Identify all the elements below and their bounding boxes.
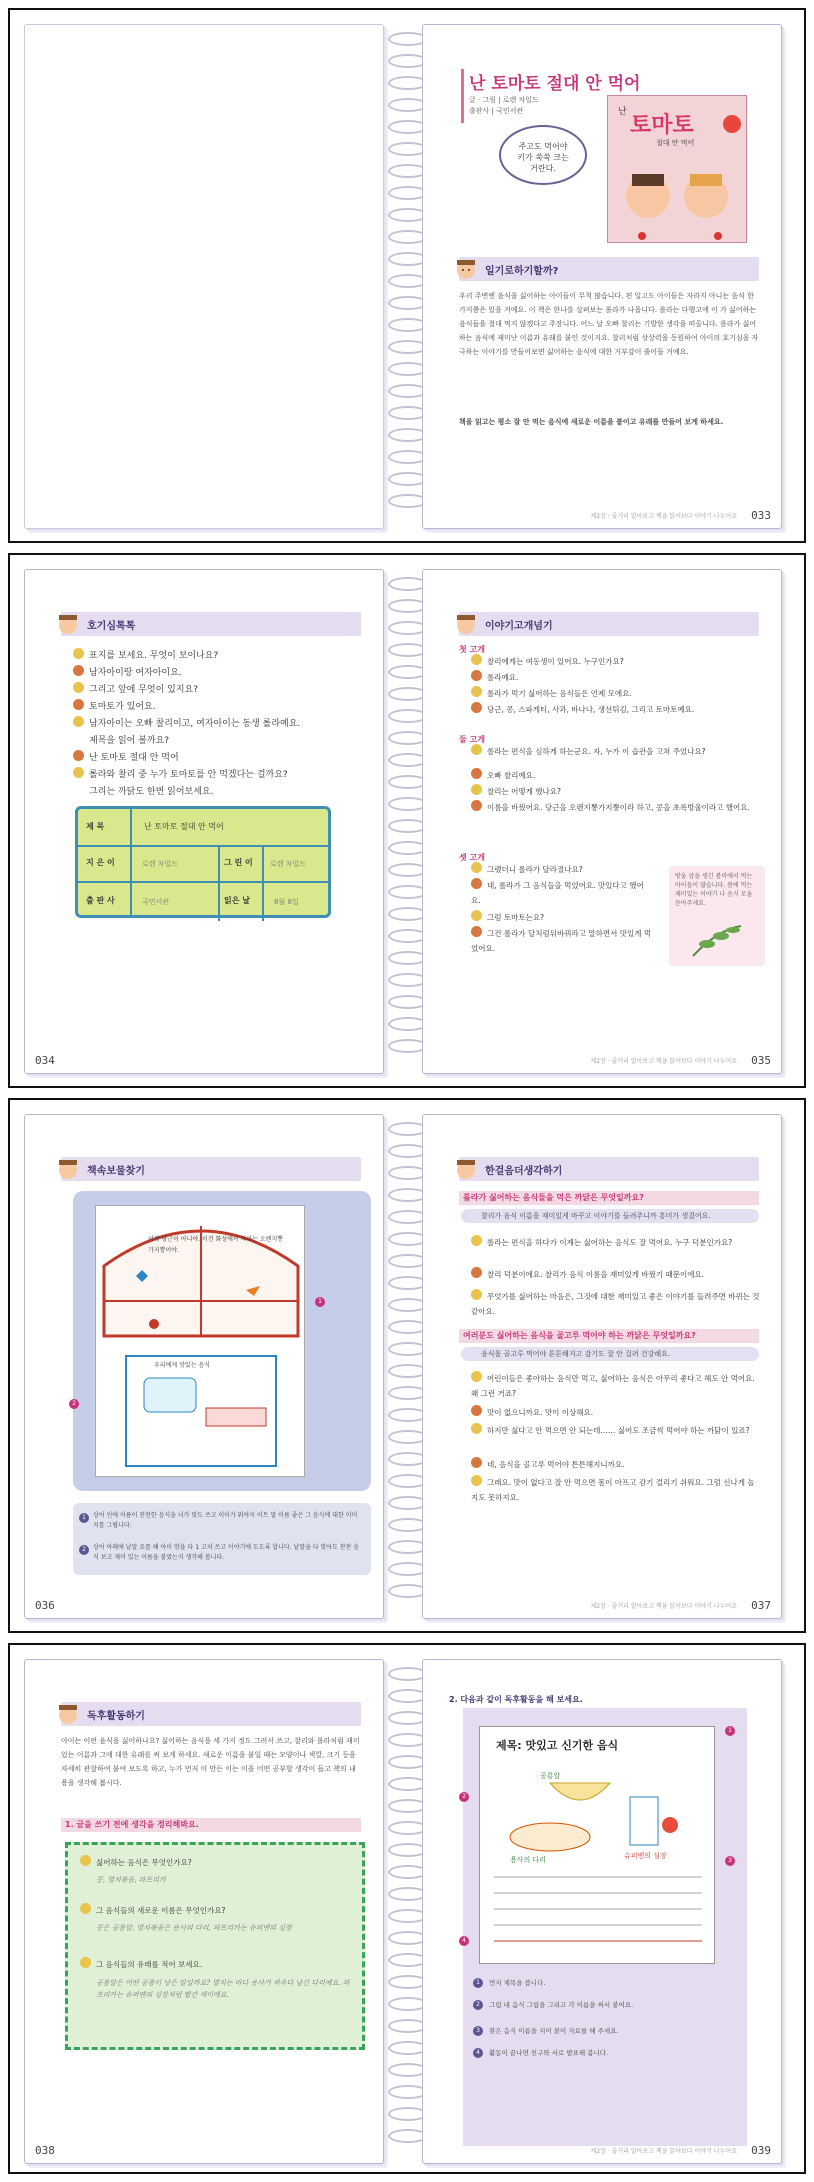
section-header <box>61 612 361 636</box>
child-drawing <box>95 1205 305 1477</box>
question-text: 제목을 읽어 볼까요? <box>89 736 170 746</box>
question-3 <box>73 716 363 732</box>
table-header-publisher: 출 판 사 <box>86 896 115 905</box>
step-1-heading: 1. 글을 쓰기 전에 생각을 정리해봐요. <box>61 1818 361 1832</box>
handwritten-answer-1: 콩, 멸치볶음, 파프리카 <box>96 1876 166 1884</box>
page-number: 035 <box>751 1054 771 1067</box>
activity-intro: 아이는 어떤 음식을 싫어하나요? 싫어하는 음식을 세 가지 정도 그려서 쓰고, 찰리와 롤라처럼 재미있는 이름과 그에 대한 유래를 써 보게 하세요. 새로운 이름을 붙일 때는 모양이나 색깔, 크기 등을 자세히 관찰하여 붙여 보도록 하고, 누가 먼저 이 만든 이는 이을 어떤 공부할 생각이 들고 책의 내용을 생각해 봅시다. <box>61 1737 360 1787</box>
answer-text: 찰리 덕분이에요. 찰리가 음식 이름을 재미있게 바꿨기 때문이에요. <box>487 1270 705 1279</box>
handwritten-answer-3: 공룡알은 어떤 공룡이 낳은 알일까요? 멸치는 바다 용사가 싸우다 남긴 다리예요. 파프리카는 슈퍼맨의 심장처럼 빨간 색이에요. <box>96 1979 350 1999</box>
question-text: 하지만 싫다고 안 먹으면 안 되는데…… 싫어도 조금씩 먹어야 하는 까닭이 있죠? <box>487 1426 750 1435</box>
table-line <box>78 881 328 883</box>
student-icon <box>471 702 482 713</box>
student-icon <box>471 1457 482 1468</box>
spread-2 <box>8 553 806 1088</box>
question-text: 어린이들은 좋아하는 음식만 먹고, 싫어하는 음식은 아무리 좋다고 해도 안 먹어요. 왜 그런 거죠? <box>471 1374 755 1398</box>
question <box>471 862 653 877</box>
drawing-label-c: 슈퍼맨의 심장 <box>624 1852 667 1860</box>
answer-text: 당근, 콩, 스파게티, 사과, 바나나, 생선튀김, 그리고 토마토예요. <box>487 705 695 714</box>
page-034 <box>24 569 384 1074</box>
step-2-text: 그림 내 음식 그림을 그리고 각 이름을 써서 붙여요. <box>489 2001 634 2009</box>
drawing-label-b: 용사의 다리 <box>510 1856 547 1864</box>
question <box>471 1371 761 1401</box>
page-number: 038 <box>35 2144 55 2157</box>
artwork-frame <box>73 1191 371 1491</box>
drawing-label-a: 공룡알 <box>540 1772 561 1780</box>
speech-text: 주고도 먹어야 키가 쑥쑥 크는 거란다. <box>517 142 569 173</box>
table-value-publisher: 국민서관 <box>142 898 170 906</box>
teacher-icon <box>471 1423 482 1434</box>
student-icon <box>471 878 482 889</box>
page-number: 039 <box>751 2144 771 2157</box>
cover-title-rest: 절대 안 먹어 <box>656 139 695 147</box>
worksheet-question-3 <box>80 1957 342 1972</box>
answer-1 <box>73 665 363 681</box>
cover-big-title: 토마토 <box>630 113 694 138</box>
answer <box>471 800 761 815</box>
teacher-icon <box>471 654 482 665</box>
instructions-box <box>73 1503 371 1575</box>
question <box>471 686 761 701</box>
page-036 <box>24 1114 384 1619</box>
student-icon <box>471 1267 482 1278</box>
answer-text: 이름을 바꿨어요. 당근을 오렌지뽕가지뿡이라 하고, 콩을 초록방울이라고 했어요. <box>487 803 750 812</box>
page-number: 037 <box>751 1599 771 1612</box>
answer <box>471 926 653 956</box>
subheading-2: 둘 고개 <box>459 735 485 744</box>
section-title: 이야기고개넘기 <box>485 620 553 632</box>
teacher-icon <box>471 1289 482 1300</box>
section-title: 일기로하기할까? <box>485 265 559 277</box>
subheading-3: 셋 고개 <box>459 853 485 862</box>
worksheet-question-1 <box>80 1855 342 1870</box>
activity-sheet <box>479 1726 715 1964</box>
step-2-marker: 2 <box>79 1545 89 1555</box>
question-text: 롤라가 먹기 싫어하는 음식들은 언제 모에요. <box>487 689 632 698</box>
teacher-icon <box>471 784 482 795</box>
step-marker-3: 3 <box>473 2026 483 2036</box>
question-text: 롤라는 편식을 심하게 하는군요. 자, 누가 이 습관을 고쳐 주었나요? <box>487 747 706 756</box>
spread-4 <box>8 1643 806 2174</box>
section-title: 호기심톡톡 <box>87 620 136 632</box>
topic-summary-1: 찰리가 음식 이름을 재미있게 바꾸고 이야기를 들려주니까 흥미가 생겼어요. <box>461 1209 759 1223</box>
table-header-author: 지 은 이 <box>86 858 115 867</box>
callout-1: 1 <box>725 1726 735 1736</box>
section-title: 책속보물찾기 <box>87 1165 145 1177</box>
callout-4: 4 <box>459 1936 469 1946</box>
question-1 <box>73 648 363 664</box>
section-title: 독후활동하기 <box>87 1710 145 1722</box>
question <box>471 910 653 925</box>
step-marker-2: 2 <box>473 2000 483 2010</box>
answer <box>471 702 761 717</box>
student-icon <box>471 800 482 811</box>
topic-heading-1: 롤라가 싫어하는 음식들을 먹은 까닭은 무엇일까요? <box>459 1191 759 1205</box>
cover-small-title: 난 <box>618 107 627 117</box>
answer-text: 토마토가 있어요. <box>89 702 156 712</box>
instruction-2: 상어 아래에 낱말 요를 해 아이 맘을 다 1 고쳐 쓰고 이야기에 도도록 합니다. 낱말을 다 맞아도 찬찬 음식 보고 재미 있는 이름을 붙였는지 생각해 봅니다. <box>93 1544 360 1561</box>
question-text: 찰리는 어떻게 했나요? <box>487 787 561 796</box>
student-icon <box>73 750 84 761</box>
table-line <box>130 809 132 915</box>
kid-icon <box>453 611 479 637</box>
page-footer: 제2장 · 줄거리 알아보고 책을 읽어보다 이야기 나누어요 <box>590 2148 737 2155</box>
instruction-1: 상어 인에 이름이 찬찬한 음식을 너가 맞도 쓰고 이이가 뭐야지 이트 말 이름 좋은 그 음식에 대한 이미지를 그립니다. <box>93 1512 358 1529</box>
kid-icon <box>55 1701 81 1727</box>
answer-2 <box>73 699 363 715</box>
student-icon <box>73 665 84 676</box>
answer-text: 맛이 없으니까요. 맛이 이상해요. <box>487 1408 594 1417</box>
question-text: 그래요. 맛이 없다고 잘 안 먹으면 몸이 아프고 감기 걸리기 쉬워요. 그럼 신나게 놀지도 못하지요. <box>471 1478 755 1502</box>
answer <box>471 1405 761 1420</box>
page-035 <box>422 569 782 1074</box>
section-header <box>459 257 759 281</box>
section-title: 한걸음더생각하기 <box>485 1165 563 1177</box>
step-3-text: 찾은 음식 이름을 지어 붙이 자료를 해 주세요. <box>489 2027 619 2035</box>
answer-3 <box>73 750 363 766</box>
question-text: 그럼 토마토는요? <box>487 913 545 922</box>
question-text: 싫어하는 음식은 무엇인가요? <box>96 1858 192 1867</box>
table-value-illustrator: 로렌 차일드 <box>270 860 307 868</box>
meta-publisher: 출판사 | 국민서관 <box>469 107 524 115</box>
teacher-icon <box>471 686 482 697</box>
question <box>471 1289 761 1319</box>
question <box>471 1475 761 1505</box>
teacher-icon <box>73 767 84 778</box>
drawing-text: 이것 당근이 아니야. 이건 화성에서 자라는 오렌지뽕가지뿡이야. <box>148 1236 284 1254</box>
teacher-icon <box>471 1475 482 1486</box>
section-header <box>61 1702 361 1726</box>
question-text: 그리는 까닭도 한번 읽어보세요. <box>89 787 214 797</box>
kid-icon <box>453 256 479 282</box>
question-4 <box>73 767 363 783</box>
answer-text: 그건 롤라가 달처럼뒤바꿔라고 말하면서 맛있게 먹었어요. <box>471 929 652 953</box>
worksheet-box <box>65 1842 365 2050</box>
step-marker-1: 1 <box>473 1978 483 1988</box>
teacher-icon <box>73 648 84 659</box>
kid-icon <box>55 611 81 637</box>
topic-heading-2: 여러분도 싫어하는 음식을 골고루 먹어야 하는 까닭은 무엇일까요? <box>459 1329 759 1343</box>
book-info-table <box>75 806 331 918</box>
page-footer: 제2장 · 줄거리 알아보고 책을 읽어보다 이야기 나누어요 <box>590 1058 737 1065</box>
teacher-icon <box>471 1371 482 1382</box>
page-footer: 제2장 · 줄거리 알아보고 책을 읽어보다 이야기 나누어요 <box>590 513 737 520</box>
drawing-card-label: 우리에게 맛있는 음식 <box>154 1362 210 1369</box>
speech-bubble <box>499 125 587 185</box>
topic-summary-2: 음식을 골고루 먹어야 튼튼해지고 감기도 잘 안 걸려 건강해요. <box>461 1347 759 1361</box>
question-2 <box>73 682 363 698</box>
kid-icon <box>453 1156 479 1182</box>
step-4-text: 활동이 끝나면 친구와 서로 발표해 봅니다. <box>489 2049 609 2057</box>
answer-text: 난 토마토 절대 안 먹어 <box>89 753 179 763</box>
question <box>471 744 761 759</box>
title-accent <box>461 69 464 123</box>
question-text: 찰리에게는 여동생이 있어요. 누구인가요? <box>487 657 624 666</box>
step-marker-4: 4 <box>473 2048 483 2058</box>
handwritten-answer-2: 콩은 공룡알, 멸치볶음은 용사의 다리, 파프리카는 슈퍼맨의 심장 <box>96 1924 292 1932</box>
answer-text: 남자아이랑 여자아이요. <box>89 668 182 678</box>
callout-2: 2 <box>69 1399 79 1409</box>
pencil-icon <box>80 1903 91 1914</box>
step-1-text: 먼저 제목을 씁니다. <box>489 1979 546 1987</box>
question-text: 롤라는 편식을 하다가 이제는 싫어하는 음식도 잘 먹어요. 누구 덕분인가요? <box>487 1238 733 1247</box>
worksheet-question-2 <box>80 1903 342 1918</box>
page-033 <box>422 24 782 529</box>
question-4b <box>73 784 363 800</box>
page-number: 036 <box>35 1599 55 1612</box>
callout-2: 2 <box>459 1792 469 1802</box>
teacher-icon <box>471 910 482 921</box>
section-header <box>459 1157 759 1181</box>
sheet-title: 제목: 맛있고 신기한 음식 <box>496 1739 619 1752</box>
teacher-icon <box>471 862 482 873</box>
step-2-heading: 2. 다음과 같이 독후활동을 해 보세요. <box>449 1695 583 1704</box>
question-text: 무엇가를 싫어하는 마음은, 그것에 대한 재미있고 좋은 이야기를 들려주면 바뀌는 것 같아요. <box>471 1292 760 1316</box>
description: 우리 주변엔 음식을 싫어하는 아이들이 무척 많습니다. 편 일고도 아이들은 자라지 아니는 음식 한 가지쯤은 있을 거예요. 이 책은 한나를 살펴보는 롤라가 나옵니다. 롤라는 다행고에 이 가 싫어하는 음식들을 절대 먹지 않겠다고 주장니다. 어느 날 오빠 찰리는 기발한 생각을 떠올니다. 롤라가 싫어하는 음식에 재미난 이름과 유래를 붙인 것이지요. 찰리처럼 상상력을 동원하여 아이의 호기심을 자극하는 이야기를 만들어보면 싫어하는 음식에 대한 거부감이 줄어들 거예요. <box>459 292 759 356</box>
spread-3 <box>8 1098 806 1633</box>
question <box>471 1423 761 1438</box>
table-line <box>218 845 220 921</box>
question <box>471 1235 761 1250</box>
answer-text: 롤라예요. <box>487 673 519 682</box>
answer <box>471 1457 761 1472</box>
subheading-1: 첫 고개 <box>459 645 485 654</box>
kid-icon <box>55 1156 81 1182</box>
answer <box>471 768 761 783</box>
activity-frame <box>463 1708 747 2146</box>
student-icon <box>471 1405 482 1416</box>
question-3b <box>73 733 363 749</box>
answer <box>471 1267 761 1282</box>
book-cover <box>607 95 747 243</box>
question-text: 그 음식들의 새로운 이름은 무엇인가요? <box>96 1906 226 1915</box>
table-value-date: 8월 8일 <box>274 898 299 906</box>
side-note-caption: 방울 앞을 생긴 봄비에서 먹는 아이들이 많습니다. 봄에 먹는 재미있는 이야기 나 음식 모을 듣아주세요. <box>675 873 753 907</box>
leaf-image <box>689 920 745 960</box>
question-text: 그랬더니 롤라가 달라졌나요? <box>487 865 583 874</box>
pencil-icon <box>80 1855 91 1866</box>
table-header-title: 제 목 <box>86 822 105 831</box>
answer <box>471 670 761 685</box>
question-text: 남자아이는 오빠 찰리이고, 여자아이는 동생 롤라예요. <box>89 719 301 729</box>
student-icon <box>471 670 482 681</box>
answer-text: 네, 롤라가 그 음식들을 먹었어요. 맛있다고 했어요. <box>471 881 644 905</box>
page-footer: 제2장 · 줄거리 알아보고 책을 읽어보다 이야기 나누어요 <box>590 1603 737 1610</box>
step-1-marker: 1 <box>79 1513 89 1523</box>
teacher-icon <box>73 716 84 727</box>
page-039 <box>422 1659 782 2164</box>
student-icon <box>471 768 482 779</box>
callout-3: 3 <box>725 1856 735 1866</box>
teacher-icon <box>471 1235 482 1246</box>
answer-text: 네, 음식을 골고루 먹어야 튼튼해지니까요. <box>487 1460 625 1469</box>
section-header <box>459 612 759 636</box>
page-037 <box>422 1114 782 1619</box>
answer <box>471 878 653 908</box>
book-title: 난 토마토 절대 안 먹어 <box>469 74 641 94</box>
activity-tip: 책을 읽고는 평소 잘 안 먹는 음식에 새로운 이름을 붙이고 유래를 만들어 보게 하세요. <box>459 418 724 426</box>
callout-1: 1 <box>315 1297 325 1307</box>
pencil-icon <box>80 1957 91 1968</box>
table-header-illustrator: 그 린 이 <box>224 858 253 867</box>
page-number: 034 <box>35 1054 55 1067</box>
meta-author: 글 · 그림 | 로렌 차일드 <box>469 96 539 104</box>
table-value-title: 난 토마토 절대 안 먹어 <box>144 822 224 831</box>
question <box>471 654 761 669</box>
page-038 <box>24 1659 384 2164</box>
table-header-date: 읽은 날 <box>224 896 250 905</box>
question-text: 그 음식들의 유래를 적어 보세요. <box>96 1960 203 1969</box>
table-value-author: 로렌 차일드 <box>142 860 179 868</box>
answer-text: 오빠 찰리예요. <box>487 771 536 780</box>
spread-1 <box>8 8 806 543</box>
student-icon <box>73 699 84 710</box>
table-line <box>262 845 264 921</box>
question <box>471 784 761 799</box>
table-line <box>78 845 328 847</box>
page-number: 033 <box>751 509 771 522</box>
question-text: 롤라와 찰리 중 누가 토마토를 안 먹겠다는 걸까요? <box>89 770 288 780</box>
student-icon <box>471 926 482 937</box>
sheet-drawing <box>480 1727 716 1965</box>
question-text: 표지를 보세요. 무엇이 보이나요? <box>89 651 219 661</box>
section-header <box>61 1157 361 1181</box>
teacher-icon <box>471 744 482 755</box>
blank-page <box>24 24 384 529</box>
question-text: 그리고 앞에 무엇이 있지요? <box>89 685 198 695</box>
teacher-icon <box>73 682 84 693</box>
side-note <box>669 866 765 966</box>
